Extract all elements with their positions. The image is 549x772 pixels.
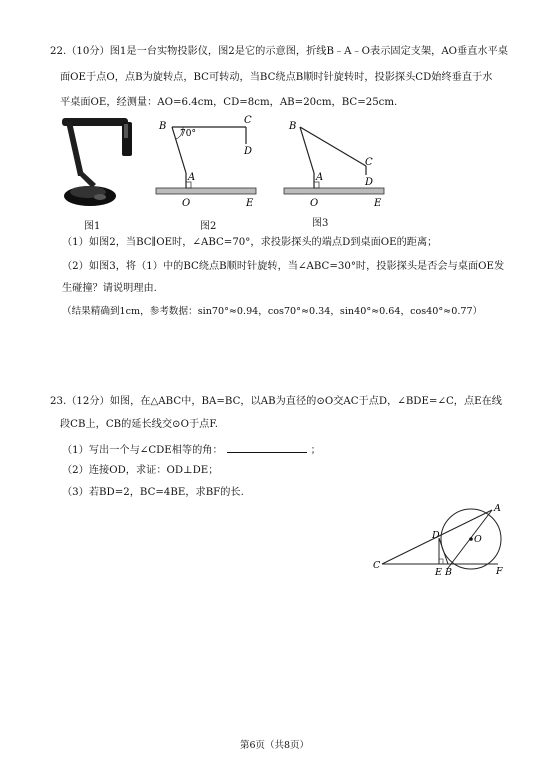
fig2-label-E: E (246, 198, 254, 209)
q22-line3: 平桌面OE，经测量：AO=6.4cm，CD=8cm，AB=20cm，BC=25cm. (60, 97, 398, 108)
q23-sub1-end: ； (310, 445, 321, 456)
fig1-projector-image (58, 116, 142, 216)
q23-label-D: D (432, 530, 440, 541)
q22-line1: 22.（10分）图1是一台实物投影仪，图2是它的示意图，折线B﹣A﹣O表示固定支架，AO垂直水平桌 (50, 46, 508, 57)
fig2-label-C: C (244, 115, 252, 126)
q23-label-C: C (373, 560, 381, 571)
q22-sub2b: 生碰撞？请说明理由. (62, 283, 157, 294)
q22-sub1: （1）如图2，当BC∥OE时，∠ABC=70°，求投影探头的端点D到桌面OE的距离； (62, 237, 438, 248)
fig2-label-B: B (159, 121, 167, 132)
q23-sub1 (62, 442, 321, 458)
q22-sub2a: （2）如图3，将（1）中的BC绕点B顺时针旋转，当∠ABC=30°时，投影探头是否会与桌面OE发 (62, 261, 505, 272)
q23-line1: 23.（12分）如图，在△ABC中，BA=BC，以AB为直径的⊙O交AC于点D，∠BDE=∠C，点E在线 (50, 396, 502, 407)
fig3-label-B: B (289, 121, 297, 132)
fig2-angle-label: 70° (180, 129, 196, 139)
fig1-caption: 图1 (84, 221, 101, 232)
fig2-label-O: O (182, 198, 191, 209)
q23-label-B: B (445, 567, 452, 578)
q23-label-O: O (474, 534, 482, 545)
page-footer: 第6页（共8页） (239, 740, 310, 751)
figure-2-diagram (150, 112, 265, 212)
fig3-label-E: E (374, 198, 382, 209)
fig3-label-O: O (310, 198, 319, 209)
q23-sub3: （3）若BD=2，BC=4BE，求BF的长. (62, 487, 244, 498)
fig2-label-D: D (244, 146, 253, 157)
fig3-label-A: A (316, 172, 324, 183)
q23-label-A: A (494, 503, 501, 514)
figure-3-diagram (278, 112, 393, 212)
fig3-label-C: C (365, 157, 373, 168)
q23-sub2: （2）连接OD，求证：OD⊥DE； (62, 465, 219, 476)
q23-sub1-text: （1）写出一个与∠CDE相等的角： (62, 445, 223, 456)
q23-label-F: F (496, 566, 503, 577)
fig2-caption: 图2 (200, 221, 217, 232)
q22-note: （结果精确到1cm，参考数据：sin70°≈0.94，cos70°≈0.34，sin40°≈0.64，cos40°≈0.77） (62, 306, 483, 317)
q23-circle-diagram (370, 498, 515, 580)
q23-line2: 段CB上，CB的延长线交⊙O于点F. (60, 419, 219, 430)
fig3-caption: 图3 (312, 218, 329, 229)
q22-line2: 面OE于点O，点B为旋转点，BC可转动，当BC绕点B顺时针旋转时，投影探头CD始终垂直于水 (60, 72, 493, 83)
answer-blank (227, 442, 307, 453)
q23-label-E: E (435, 567, 442, 578)
fig2-label-A: A (188, 172, 196, 183)
fig3-label-D: D (365, 177, 374, 188)
